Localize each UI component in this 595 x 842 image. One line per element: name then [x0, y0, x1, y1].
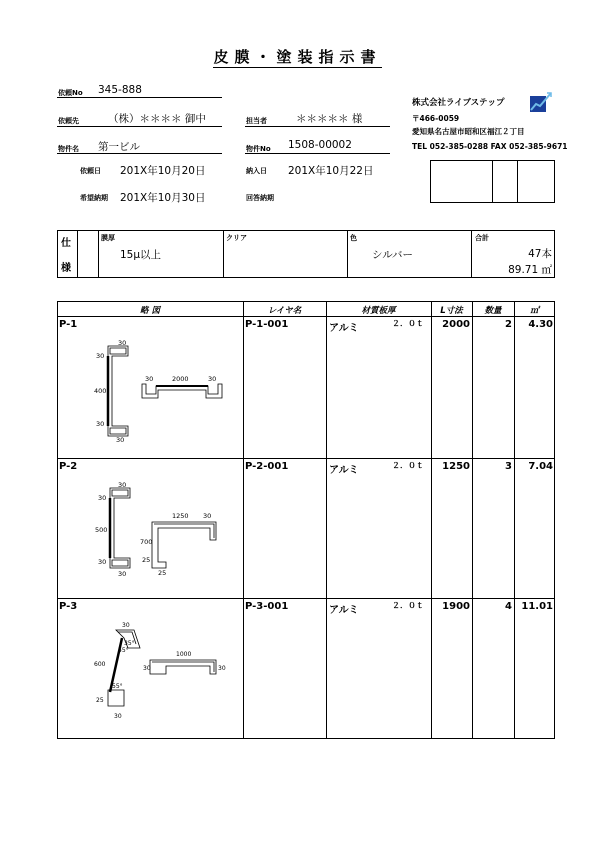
- row1-area: 4.30: [528, 319, 553, 330]
- film-label: 膜厚: [101, 234, 115, 242]
- col-header-sketch: 略 図: [140, 306, 160, 316]
- row1-length: 2000: [442, 319, 470, 330]
- row3-layer: P-3-001: [245, 601, 289, 612]
- total-area: 89.71 ㎡: [508, 264, 552, 276]
- p2-dim-b: 30: [203, 512, 212, 520]
- row2-id: P-2: [59, 461, 78, 472]
- company-logo-icon: [528, 90, 554, 114]
- kibou-label: 希望納期: [80, 194, 108, 202]
- company-postal: 〒466-0059: [412, 114, 460, 123]
- irai-bi: 201X年10月20日: [120, 165, 206, 177]
- col-header-area: ㎡: [530, 306, 539, 316]
- page-title: 皮膜・塗装指示書: [213, 48, 382, 66]
- company-tel: TEL 052-385-0288 FAX 052-385-9671: [412, 142, 568, 151]
- iraisaki: （株）＊＊＊＊ 御中: [108, 113, 206, 125]
- total-count: 47本: [528, 248, 552, 260]
- irai-no: 345-888: [98, 84, 142, 96]
- bukkenmei: 第一ビル: [98, 141, 140, 153]
- p2-dim-height: 500: [95, 526, 108, 534]
- p1-dim-bot: 30: [116, 436, 125, 443]
- p1-dim-top: 30: [118, 339, 127, 347]
- p1-dim-height: 400: [94, 387, 107, 395]
- p2-dim-len: 1250: [172, 512, 189, 520]
- row3-material: アルミ: [329, 605, 359, 616]
- p3-ang1: 35°: [124, 640, 135, 647]
- kaitou-label: 回答納期: [246, 194, 274, 202]
- bukken-no-label: 物件No: [246, 145, 271, 153]
- row3-qty: 4: [505, 601, 512, 612]
- color-label: 色: [350, 234, 357, 242]
- p1-dim-left-top: 30: [96, 352, 105, 360]
- row3-thickness: ２．０ｔ: [392, 601, 424, 610]
- row3-id: P-3: [59, 601, 78, 612]
- p3-ang2: 55°: [118, 647, 129, 654]
- row2-area: 7.04: [528, 461, 553, 472]
- iraisaki-label: 依頼先: [58, 117, 79, 125]
- tantousha: ＊＊＊＊＊ 様: [296, 113, 363, 125]
- row1-id: P-1: [59, 319, 78, 330]
- p1-dim-len: 2000: [172, 375, 189, 383]
- bukken-no: 1508-00002: [288, 139, 352, 151]
- p3-ang3: 55°: [112, 683, 123, 690]
- p3-dim-bot: 30: [114, 713, 122, 720]
- row2-material: アルミ: [329, 465, 359, 476]
- company-address: 愛知県名古屋市昭和区福江２丁目: [412, 127, 525, 136]
- p3-dim-len: 1000: [176, 651, 192, 658]
- total-label: 合計: [475, 234, 489, 242]
- row2-layer: P-2-001: [245, 461, 289, 472]
- row2-length: 1250: [442, 461, 470, 472]
- p2-dim-d: 25: [142, 556, 151, 564]
- p2-dim-bot: 30: [118, 570, 127, 578]
- p2-dim-top: 30: [118, 482, 127, 489]
- film-value: 15μ以上: [120, 249, 162, 261]
- spec-side-label-1: 仕: [61, 238, 71, 249]
- p1-dim-left-bot: 30: [96, 420, 105, 428]
- p3-dim-r1: 30: [218, 665, 226, 672]
- row2-thickness: ２．０ｔ: [392, 461, 424, 470]
- kibou-bi: 201X年10月30日: [120, 192, 206, 204]
- spec-side-label-2: 様: [61, 263, 71, 274]
- p3-dim-r2: 30: [143, 665, 151, 672]
- col-header-material: 材質板厚: [361, 306, 396, 316]
- company-name: 株式会社ライブステップ: [412, 98, 505, 108]
- sketch-p3: [88, 618, 238, 723]
- color-value: シルバー: [372, 249, 414, 261]
- row1-thickness: ２．０ｔ: [392, 319, 424, 328]
- col-header-length: L寸法: [440, 306, 463, 316]
- tantousha-label: 担当者: [246, 117, 267, 125]
- row1-layer: P-1-001: [245, 319, 289, 330]
- sketch-p2: [88, 482, 238, 582]
- nyuunyuu-bi: 201X年10月22日: [288, 165, 374, 177]
- p3-dim-h: 600: [94, 661, 106, 668]
- p2-dim-left-top: 30: [98, 494, 107, 502]
- p1-dim-a: 30: [145, 375, 154, 383]
- p2-dim-e: 25: [158, 569, 167, 577]
- col-header-qty: 数量: [484, 306, 502, 316]
- p3-dim-top: 30: [122, 622, 130, 629]
- row3-area: 11.01: [521, 601, 553, 612]
- nyuunyuu-label: 納入日: [246, 167, 267, 175]
- row2-qty: 3: [505, 461, 512, 472]
- row3-length: 1900: [442, 601, 470, 612]
- sketch-p1: [88, 338, 238, 443]
- p2-dim-left-bot: 30: [98, 558, 107, 566]
- row1-material: アルミ: [329, 323, 359, 334]
- bukkenmei-label: 物件名: [58, 145, 79, 153]
- row1-qty: 2: [505, 319, 512, 330]
- p1-dim-b: 30: [208, 375, 217, 383]
- irai-bi-label: 依頼日: [80, 167, 101, 175]
- p3-dim-bot-l: 25: [96, 697, 104, 704]
- col-header-layer: レイヤ名: [267, 306, 302, 316]
- p2-dim-c: 700: [140, 538, 153, 546]
- irai-no-label: 依頼No: [58, 89, 83, 97]
- clear-label: クリア: [226, 234, 247, 242]
